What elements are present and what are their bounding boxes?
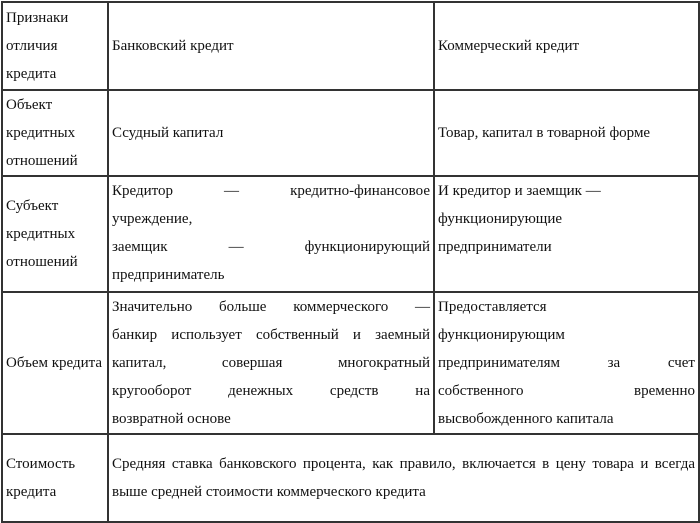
row-label: Стоимость кредита (2, 434, 108, 522)
header-criteria: Признаки отличия кредита (2, 2, 108, 90)
header-commercial-credit: Коммерческий кредит (434, 2, 699, 90)
table-header-row (2, 2, 699, 90)
bank-cell: Значительно больше коммерческого — банкир использует собственный и заемный капитал, совершая многократный кругооборот денежных средств на возвратной основе (108, 292, 434, 434)
bank-cell: Кредитор — кредитно-финансовое учреждение, заемщик — функционирующий предприниматель (108, 176, 434, 292)
commercial-cell: И кредитор и заемщик — функционирующие предприниматели (434, 176, 699, 292)
table-row-volume (2, 292, 699, 434)
row-label: Объем кредита (2, 292, 108, 434)
table-row-object (2, 90, 699, 176)
table-row-cost (2, 434, 699, 522)
merged-cost-cell: Средняя ставка банковского процента, как правило, включается в цену товара и всегда выше средней стоимости коммерческого кредита (108, 434, 699, 522)
row-label: Субъект кредитных отношений (2, 176, 108, 292)
commercial-cell: Товар, капитал в товарной форме (434, 90, 699, 176)
bank-cell: Ссудный капитал (108, 90, 434, 176)
credit-comparison-table (1, 1, 700, 523)
table-row-subject (2, 176, 699, 292)
header-bank-credit: Банковский кредит (108, 2, 434, 90)
row-label: Объект кредитных отношений (2, 90, 108, 176)
commercial-cell: Предоставляется функционирующим предпринимателям за счет собственного временно высвобожденного капитала (434, 292, 699, 434)
